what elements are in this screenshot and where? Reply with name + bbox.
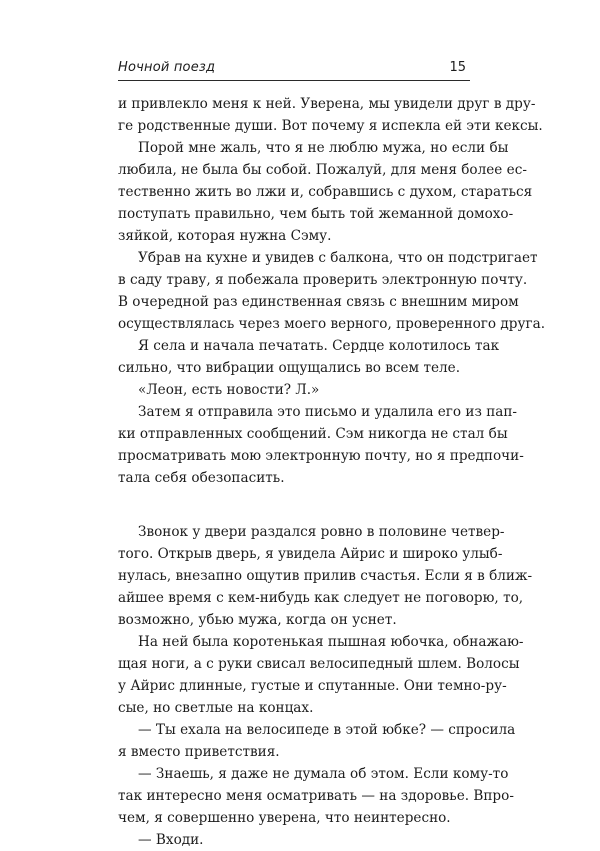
running-title: Ночной поезд [118, 60, 216, 75]
text-line: и привлекло меня к ней. Уверена, мы увидели друг в дру- [118, 96, 536, 112]
text-line: осуществлялась через моего верного, проверенного друга. [118, 316, 546, 332]
text-line: «Леон, есть новости? Л.» [138, 382, 320, 398]
text-line: у Айрис длинные, густые и спутанные. Они темно-ру- [118, 678, 507, 694]
text-line: возможно, убью мужа, когда он уснет. [118, 612, 397, 628]
text-line: просматривать мою электронную почту, но я предпочи- [118, 448, 524, 464]
text-line: сые, но светлые на концах. [118, 700, 314, 716]
page-number: 15 [449, 60, 466, 75]
text-line: так интересно меня осматривать — на здоровье. Впро- [118, 788, 514, 804]
text-line: Убрав на кухне и увидев с балкона, что он подстригает [138, 250, 538, 266]
text-line: я вместо приветствия. [118, 744, 280, 760]
text-line: ки отправленных сообщений. Сэм никогда не стал бы [118, 426, 508, 442]
section-break [118, 489, 474, 521]
text-line: айшее время с кем-нибудь как следует не поговорю, то, [118, 590, 524, 606]
text-line: щая ноги, а с руки свисал велосипедный шлем. Волосы [118, 656, 520, 672]
text-line: любила, не была бы собой. Пожалуй, для меня более ес- [118, 162, 527, 178]
text-line: В очередной раз единственная связь с внешним миром [118, 294, 519, 310]
text-line: тала себя обезопасить. [118, 470, 285, 486]
text-line: тественно жить во лжи и, собравшись с духом, стараться [118, 184, 533, 200]
text-line: нулась, внезапно ощутив прилив счастья. Если я в ближ- [118, 568, 533, 584]
text-line: чем, я совершенно уверена, что неинтересно. [118, 810, 451, 826]
header-rule [118, 80, 470, 81]
text-line: зяйкой, которая нужна Сэму. [118, 228, 332, 244]
text-line: — Знаешь, я даже не думала об этом. Если кому-то [138, 766, 509, 782]
body-text [118, 93, 546, 851]
text-line: поступать правильно, чем быть той жеманной домохо- [118, 206, 514, 222]
text-line: — Ты ехала на велосипеде в этой юбке? — спросила [138, 722, 516, 738]
text-line: ге родственные души. Вот почему я испекла ей эти кексы. [118, 118, 543, 134]
text-line: того. Открыв дверь, я увидела Айрис и широко улыб- [118, 546, 503, 562]
text-line: На ней была коротенькая пышная юбочка, обнажаю- [138, 634, 524, 650]
text-line: — Входи. [138, 832, 204, 848]
text-line: Звонок у двери раздался ровно в половине четвер- [138, 524, 505, 540]
text-line: Затем я отправила это письмо и удалила его из пап- [138, 404, 518, 420]
running-head [118, 52, 470, 76]
text-line: сильно, что вибрации ощущались во всем теле. [118, 360, 461, 376]
text-line: Я села и начала печатать. Сердце колотилось так [138, 338, 500, 354]
text-line: в саду траву, я побежала проверить электронную почту. [118, 272, 528, 288]
text-line: Порой мне жаль, что я не люблю мужа, но если бы [138, 140, 509, 156]
